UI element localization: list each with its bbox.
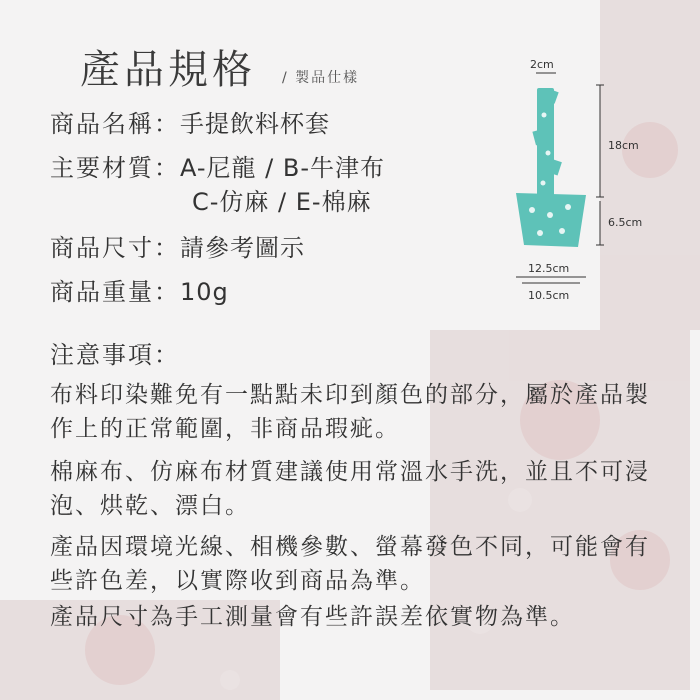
spec-material xyxy=(50,148,385,183)
bottom-width-label: 10.5cm xyxy=(528,289,570,302)
spec-material-line2 xyxy=(192,182,372,217)
spec-name xyxy=(50,104,330,139)
spec-name-value: 手提飲料杯套 xyxy=(180,110,330,138)
spec-size xyxy=(50,228,305,263)
top-width-label: 12.5cm xyxy=(528,262,570,275)
holder-body-illustration xyxy=(516,193,586,247)
notice-heading: 注意事項： xyxy=(50,341,180,369)
notice-paragraph: 布料印染難免有一點點未印到顏色的部分，屬於產品製作上的正常範圍，非商品瑕疵。 xyxy=(50,382,650,442)
strap-width-label: 2cm xyxy=(530,58,554,71)
page-title: 產品規格 xyxy=(80,47,256,93)
notice-paragraph: 棉麻布、仿麻布材質建議使用常溫水手洗，並且不可浸泡、烘乾、漂白。 xyxy=(50,459,650,519)
spec-name-label: 商品名稱： xyxy=(50,110,180,138)
body-height-label: 6.5cm xyxy=(608,216,643,229)
spec-weight xyxy=(50,272,229,307)
spec-size-label: 商品尺寸： xyxy=(50,234,180,262)
strap-illustration xyxy=(537,88,554,203)
notice-paragraph: 產品因環境光線、相機參數、螢幕發色不同，可能會有些許色差，以實際收到商品為準。 xyxy=(50,534,650,594)
bag-illustration xyxy=(516,88,586,247)
spec-weight-label: 商品重量： xyxy=(50,278,180,306)
page-subtitle: / 製品仕樣 xyxy=(282,70,360,86)
notice-paragraph: 產品尺寸為手工測量會有些許誤差依實物為準。 xyxy=(50,604,575,630)
strap-height-label: 18cm xyxy=(608,139,639,152)
spec-size-value: 請參考圖示 xyxy=(180,234,305,262)
spec-material-value-1: A-尼龍 / B-牛津布 xyxy=(180,154,386,182)
spec-material-value-2: C-仿麻 / E-棉麻 xyxy=(192,188,372,216)
spec-material-label: 主要材質： xyxy=(50,154,180,182)
product-dimension-diagram xyxy=(470,55,670,310)
spec-weight-value: 10g xyxy=(180,278,229,306)
